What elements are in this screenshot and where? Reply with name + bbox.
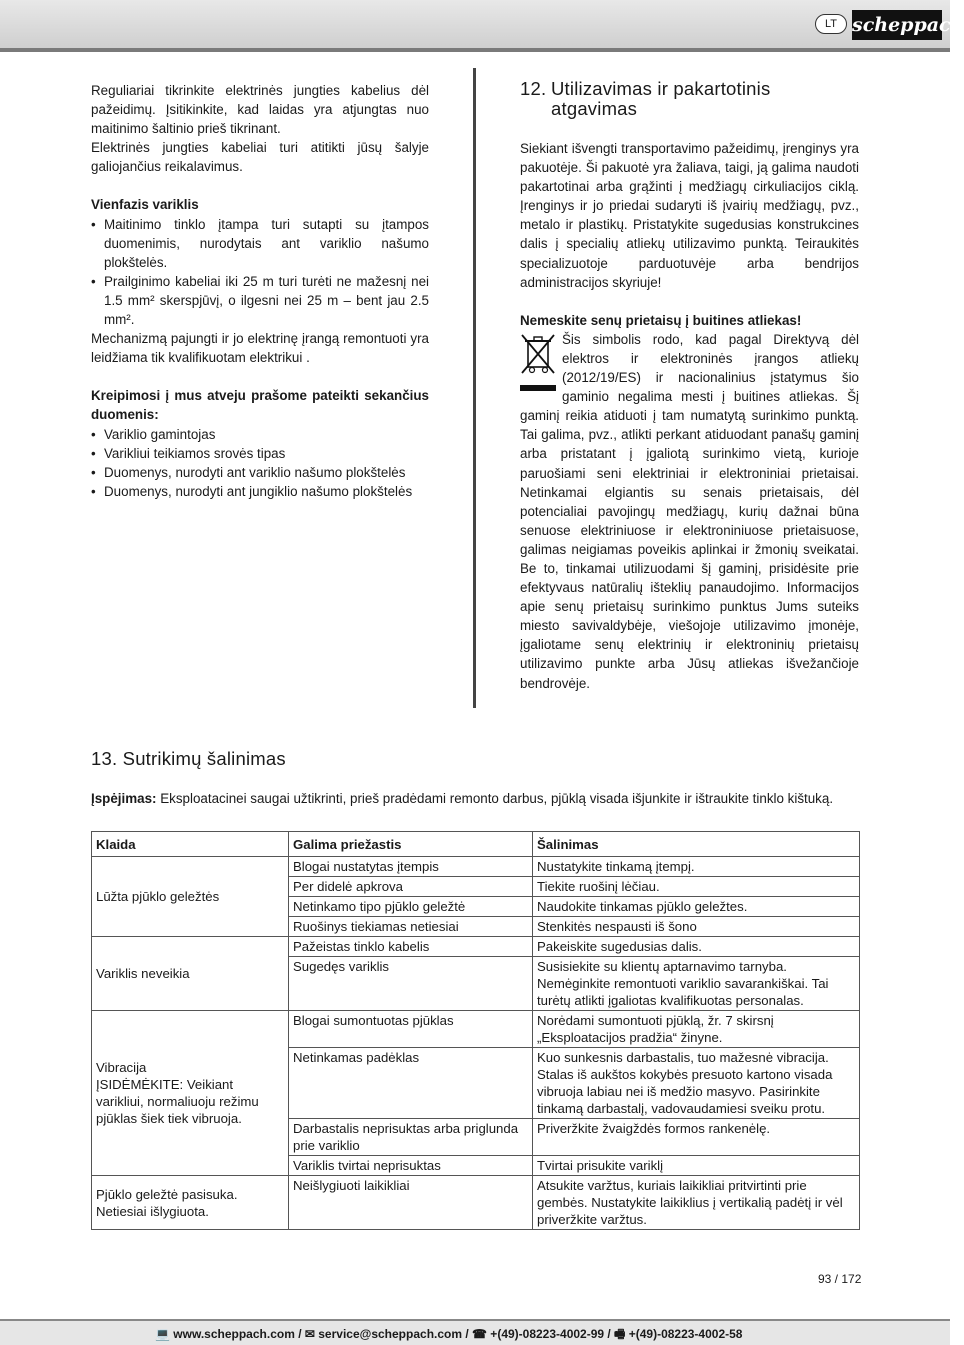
cause-cell: Netinkamas padėklas: [289, 1048, 533, 1119]
left-column: [91, 81, 429, 501]
fix-cell: Kuo sunkesnis darbastalis, tuo mažesnė vibracija. Stalas iš aukštos kokybės presuoto kartono visada vibruoja labiau nei iš medžio masyvo. Pasirinkite tinkamą darbastalį, vadovaudamiesi sveiku protu.: [533, 1048, 860, 1119]
single-phase-list: [91, 215, 429, 330]
list-item: • Variklio gamintojas: [91, 425, 429, 444]
paragraph-weee: Šis simbolis rodo, kad pagal Direktyvą dėl elektros ir elektroninės įrangos atliekų (2012/19/ES) ir nacionalinius įstatymus šio gaminio negalima mesti į buitines atliekas. Šį gaminį reikia atiduoti į tam numatytą surinkimo punktą. Tai galima, pvz., atlikti perkant atiduodant panašų gaminį arba pristatant į įgaliotą surinkimo vietą, kurioje paruošiami seni elektriniai ir elektroniniai prietaisai. Netinkamai elgiantis su senais prietaisais, dėl potencialiai pavojingų medžiagų, kurių dažnai būna senuose elektriniuose ir elektroniniuose prietaisuose, galimas neigiamas poveikis aplinkai ir žmonių sveikatai. Be to, tinkamai utilizuodami šį gaminį, prisidėsite prie efektyvaus natūralių išteklių panaudojimo. Informacijos apie senų prietaisų surinkimo punktus Jums suteiks miesto savivaldybėje, viešojoje utilizavimo įmonėje, įgaliotame senų elektrinių ir elektroninių prietaisų utilizavimo punkte arba Jūsų atliekas išvežančioje bendrovėje.: [520, 331, 859, 691]
table-header-row: [92, 832, 860, 857]
subheading-single-phase: Vienfazis variklis: [91, 197, 199, 213]
list-item: • Duomenys, nurodyti ant jungiklio našumo plokštelės: [91, 482, 429, 501]
footer-contact: 💻 www.scheppach.com / ✉ service@scheppach.com / ☎ +(49)-08223-4002-99 / 🖷 +(49)-08223-4002-58: [155, 1327, 743, 1341]
fault-cell: Lūžta pjūklo geležtės: [92, 857, 289, 937]
fault-cell: Pjūklo geležtė pasisuka. Netiesiai išlygiuota.: [92, 1176, 289, 1230]
list-item: • Varikliui teikiamos srovės tipas: [91, 444, 429, 463]
warning-text: Įspėjimas: Eksploatacinei saugai užtikrinti, prieš pradėdami remonto darbus, pjūklą visada išjunkite ir ištraukite tinklo kištuką.: [91, 791, 834, 806]
section-12-heading-line2: atgavimas: [551, 98, 638, 119]
paragraph: Mechanizmą pajungti ir jo elektrinę įrangą remontuoti yra leidžiama tik kvalifikuotam elektrikui .: [91, 331, 429, 366]
cause-cell: Blogai nustatytas įtempis: [289, 857, 533, 877]
header-fault: Klaida: [92, 832, 289, 857]
cause-cell: Sugedęs variklis: [289, 957, 533, 1011]
subheading-contact: Kreipimosi į mus atveju prašome pateikti sekančius duomenis:: [91, 388, 429, 423]
table-row: [92, 1011, 860, 1048]
page-number: 93 / 172: [818, 1272, 862, 1286]
fix-cell: Stenkitės nespausti iš šono: [533, 917, 860, 937]
fix-cell: Pakeiskite sugedusias dalis.: [533, 937, 860, 957]
cause-cell: Darbastalis neprisuktas arba priglunda prie variklio: [289, 1119, 533, 1156]
list-item: • Maitinimo tinklo įtampa turi sutapti su įtampos duomenimis, nurodytais ant variklio našumo plokštelės.: [91, 215, 429, 272]
language-badge: LT: [815, 14, 847, 34]
fix-cell: Atsukite varžtus, kuriais laikikliai pritvirtinti prie gembės. Nustatykite laikiklius į vertikalią padėtį ir vėl priveržkite varžtus.: [533, 1176, 860, 1230]
table-row: [92, 857, 860, 877]
cause-cell: Netinkamo tipo pjūklo geležtė: [289, 897, 533, 917]
cause-cell: Variklis tvirtai neprisuktas: [289, 1156, 533, 1176]
cause-cell: Ruošinys tiekiamas netiesiai: [289, 917, 533, 937]
fix-cell: Tiekite ruošinį lėčiau.: [533, 877, 860, 897]
section-12-heading: 12. Utilizavimas ir pakartotinis: [520, 78, 771, 99]
troubleshooting-table: [91, 831, 860, 1230]
contact-list: [91, 425, 429, 501]
list-item: • Prailginimo kabeliai iki 25 m turi turėti ne mažesnį nei 1.5 mm² skerspjūvį, o ilgesni nei 25 m – bent jau 2.5 mm².: [91, 272, 429, 329]
fault-cell: Variklis neveikia: [92, 937, 289, 1011]
table-row: [92, 1176, 860, 1230]
subheading-waste: Nemeskite senų prietaisų į buitines atliekas!: [520, 312, 802, 328]
fix-cell: Nustatykite tinkamą įtempį.: [533, 857, 860, 877]
fix-cell: Naudokite tinkamas pjūklo geležtes.: [533, 897, 860, 917]
cause-cell: Blogai sumontuotas pjūklas: [289, 1011, 533, 1048]
cause-cell: Neišlygiuoti laikikliai: [289, 1176, 533, 1230]
list-item: • Duomenys, nurodyti ant variklio našumo plokštelės: [91, 463, 429, 482]
brand-logo: scheppach: [852, 10, 942, 40]
paragraph: Reguliariai tikrinkite elektrinės jungties kabelius dėl pažeidimų. Įsitikinkite, kad laidas yra atjungtas nuo maitinimo šaltinio prieš tikrinant.: [91, 83, 429, 137]
right-column: [520, 79, 859, 693]
page-footer: [0, 1319, 950, 1345]
header-cause: Galima priežastis: [289, 832, 533, 857]
table-row: [92, 937, 860, 957]
column-divider: [473, 68, 476, 708]
fix-cell: Tvirtai prisukite variklį: [533, 1156, 860, 1176]
fault-cell: Vibracija ĮSIDĖMĖKITE: Veikiant varikliui, normaliuoju režimu pjūklas šiek tiek vibruoja.: [92, 1011, 289, 1176]
page-header-bar: [0, 0, 964, 52]
cause-cell: Per didelė apkrova: [289, 877, 533, 897]
weee-bin-icon: [520, 333, 556, 393]
fix-cell: Priveržkite žvaigždės formos rankenėlę.: [533, 1119, 860, 1156]
fix-cell: Norėdami sumontuoti pjūklą, žr. 7 skirsnį „Eksploatacijos pradžia“ žinyne.: [533, 1011, 860, 1048]
fix-cell: Susisiekite su klientų aptarnavimo tarnyba. Nemėginkite remontuoti variklio savarankiškai. Tai turėtų atlikti įgaliotas kvalifikuotas personalas.: [533, 957, 860, 1011]
header-fix: Šalinimas: [533, 832, 860, 857]
cause-cell: Pažeistas tinklo kabelis: [289, 937, 533, 957]
section-13-heading: 13. Sutrikimų šalinimas: [91, 748, 286, 769]
paragraph: Siekiant išvengti transportavimo pažeidimų, įrenginys yra pakuotėje. Ši pakuotė yra žaliava, taigi, ją galima naudoti pakartotinai arba grąžinti į medžiagų cirkuliacijos ciklą. Įrenginys ir jo priedai sudaryti iš įvairių medžiagų, pvz., metalo ir plastikų. Pristatykite sugedusias konstrukcines dalis į specialių atliekų utilizavimo punktą. Teiraukitės specializuotoje parduotuvėje arba bendrijos administracijos skyriuje!: [520, 141, 859, 290]
paragraph: Elektrinės jungties kabeliai turi atitikti jūsų šalyje galiojančius reikalavimus.: [91, 140, 429, 175]
